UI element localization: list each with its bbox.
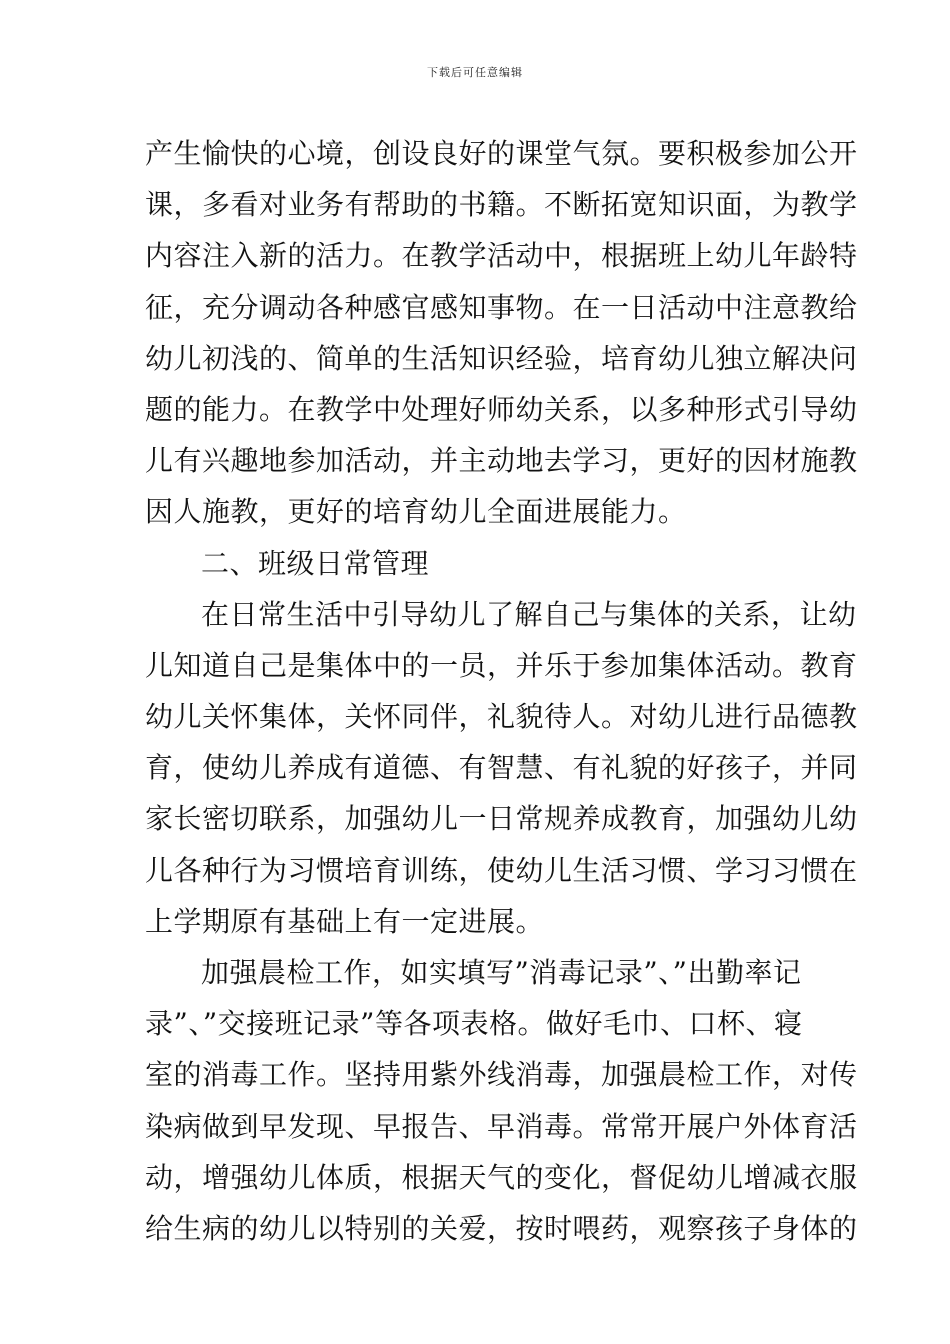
text-line: 因人施教，更好的培育幼儿全面进展能力。 [145, 495, 687, 529]
text-line: 征，充分调动各种感官感知事物。在一日活动中注意教给 [145, 290, 858, 324]
text-line: 幼儿初浅的、简单的生活知识经验，培育幼儿独立解决问 [145, 341, 858, 375]
text-line: 室的消毒工作。坚持用紫外线消毒，加强晨检工作，对传 [145, 1058, 858, 1092]
text-line: 家长密切联系，加强幼儿一日常规养成教育，加强幼儿幼 [145, 802, 858, 836]
text-line: 动，增强幼儿体质，根据天气的变化，督促幼儿增减衣服 [145, 1160, 858, 1194]
text-line: 录”、”交接班记录”等各项表格。做好毛巾、口杯、寝 [145, 1007, 803, 1041]
text-line: 课，多看对业务有帮助的书籍。不断拓宽知识面，为教学 [145, 188, 858, 222]
page-header: 下载后可任意编辑 [427, 66, 523, 79]
text-line: 在日常生活中引导幼儿了解自己与集体的关系，让幼 [201, 597, 857, 631]
text-line: 儿有兴趣地参加活动，并主动地去学习，更好的因材施教 [145, 444, 858, 478]
section-heading: 二、班级日常管理 [201, 546, 430, 580]
text-line: 产生愉快的心境，创设良好的课堂气氛。要积极参加公开 [145, 137, 858, 170]
text-line: 儿知道自己是集体中的一员，并乐于参加集体活动。教育 [145, 648, 858, 682]
text-line: 幼儿关怀集体，关怀同伴，礼貌待人。对幼儿进行品德教 [145, 700, 858, 734]
text-line: 加强晨检工作，如实填写”消毒记录”、”出勤率记 [201, 956, 802, 989]
body-text [145, 128, 858, 1254]
text-line: 染病做到早发现、早报告、早消毒。常常开展户外体育活 [145, 1109, 858, 1143]
text-line: 上学期原有基础上有一定进展。 [145, 904, 545, 938]
text-line: 儿各种行为习惯培育训练，使幼儿生活习惯、学习习惯在 [145, 853, 858, 887]
text-line: 给生病的幼儿以特别的关爱，按时喂药，观察孩子身体的 [145, 1211, 858, 1245]
text-line: 内容注入新的活力。在教学活动中，根据班上幼儿年龄特 [145, 239, 858, 273]
text-line: 育，使幼儿养成有道德、有智慧、有礼貌的好孩子，并同 [145, 751, 858, 785]
text-line: 题的能力。在教学中处理好师幼关系，以多种形式引导幼 [145, 392, 858, 426]
